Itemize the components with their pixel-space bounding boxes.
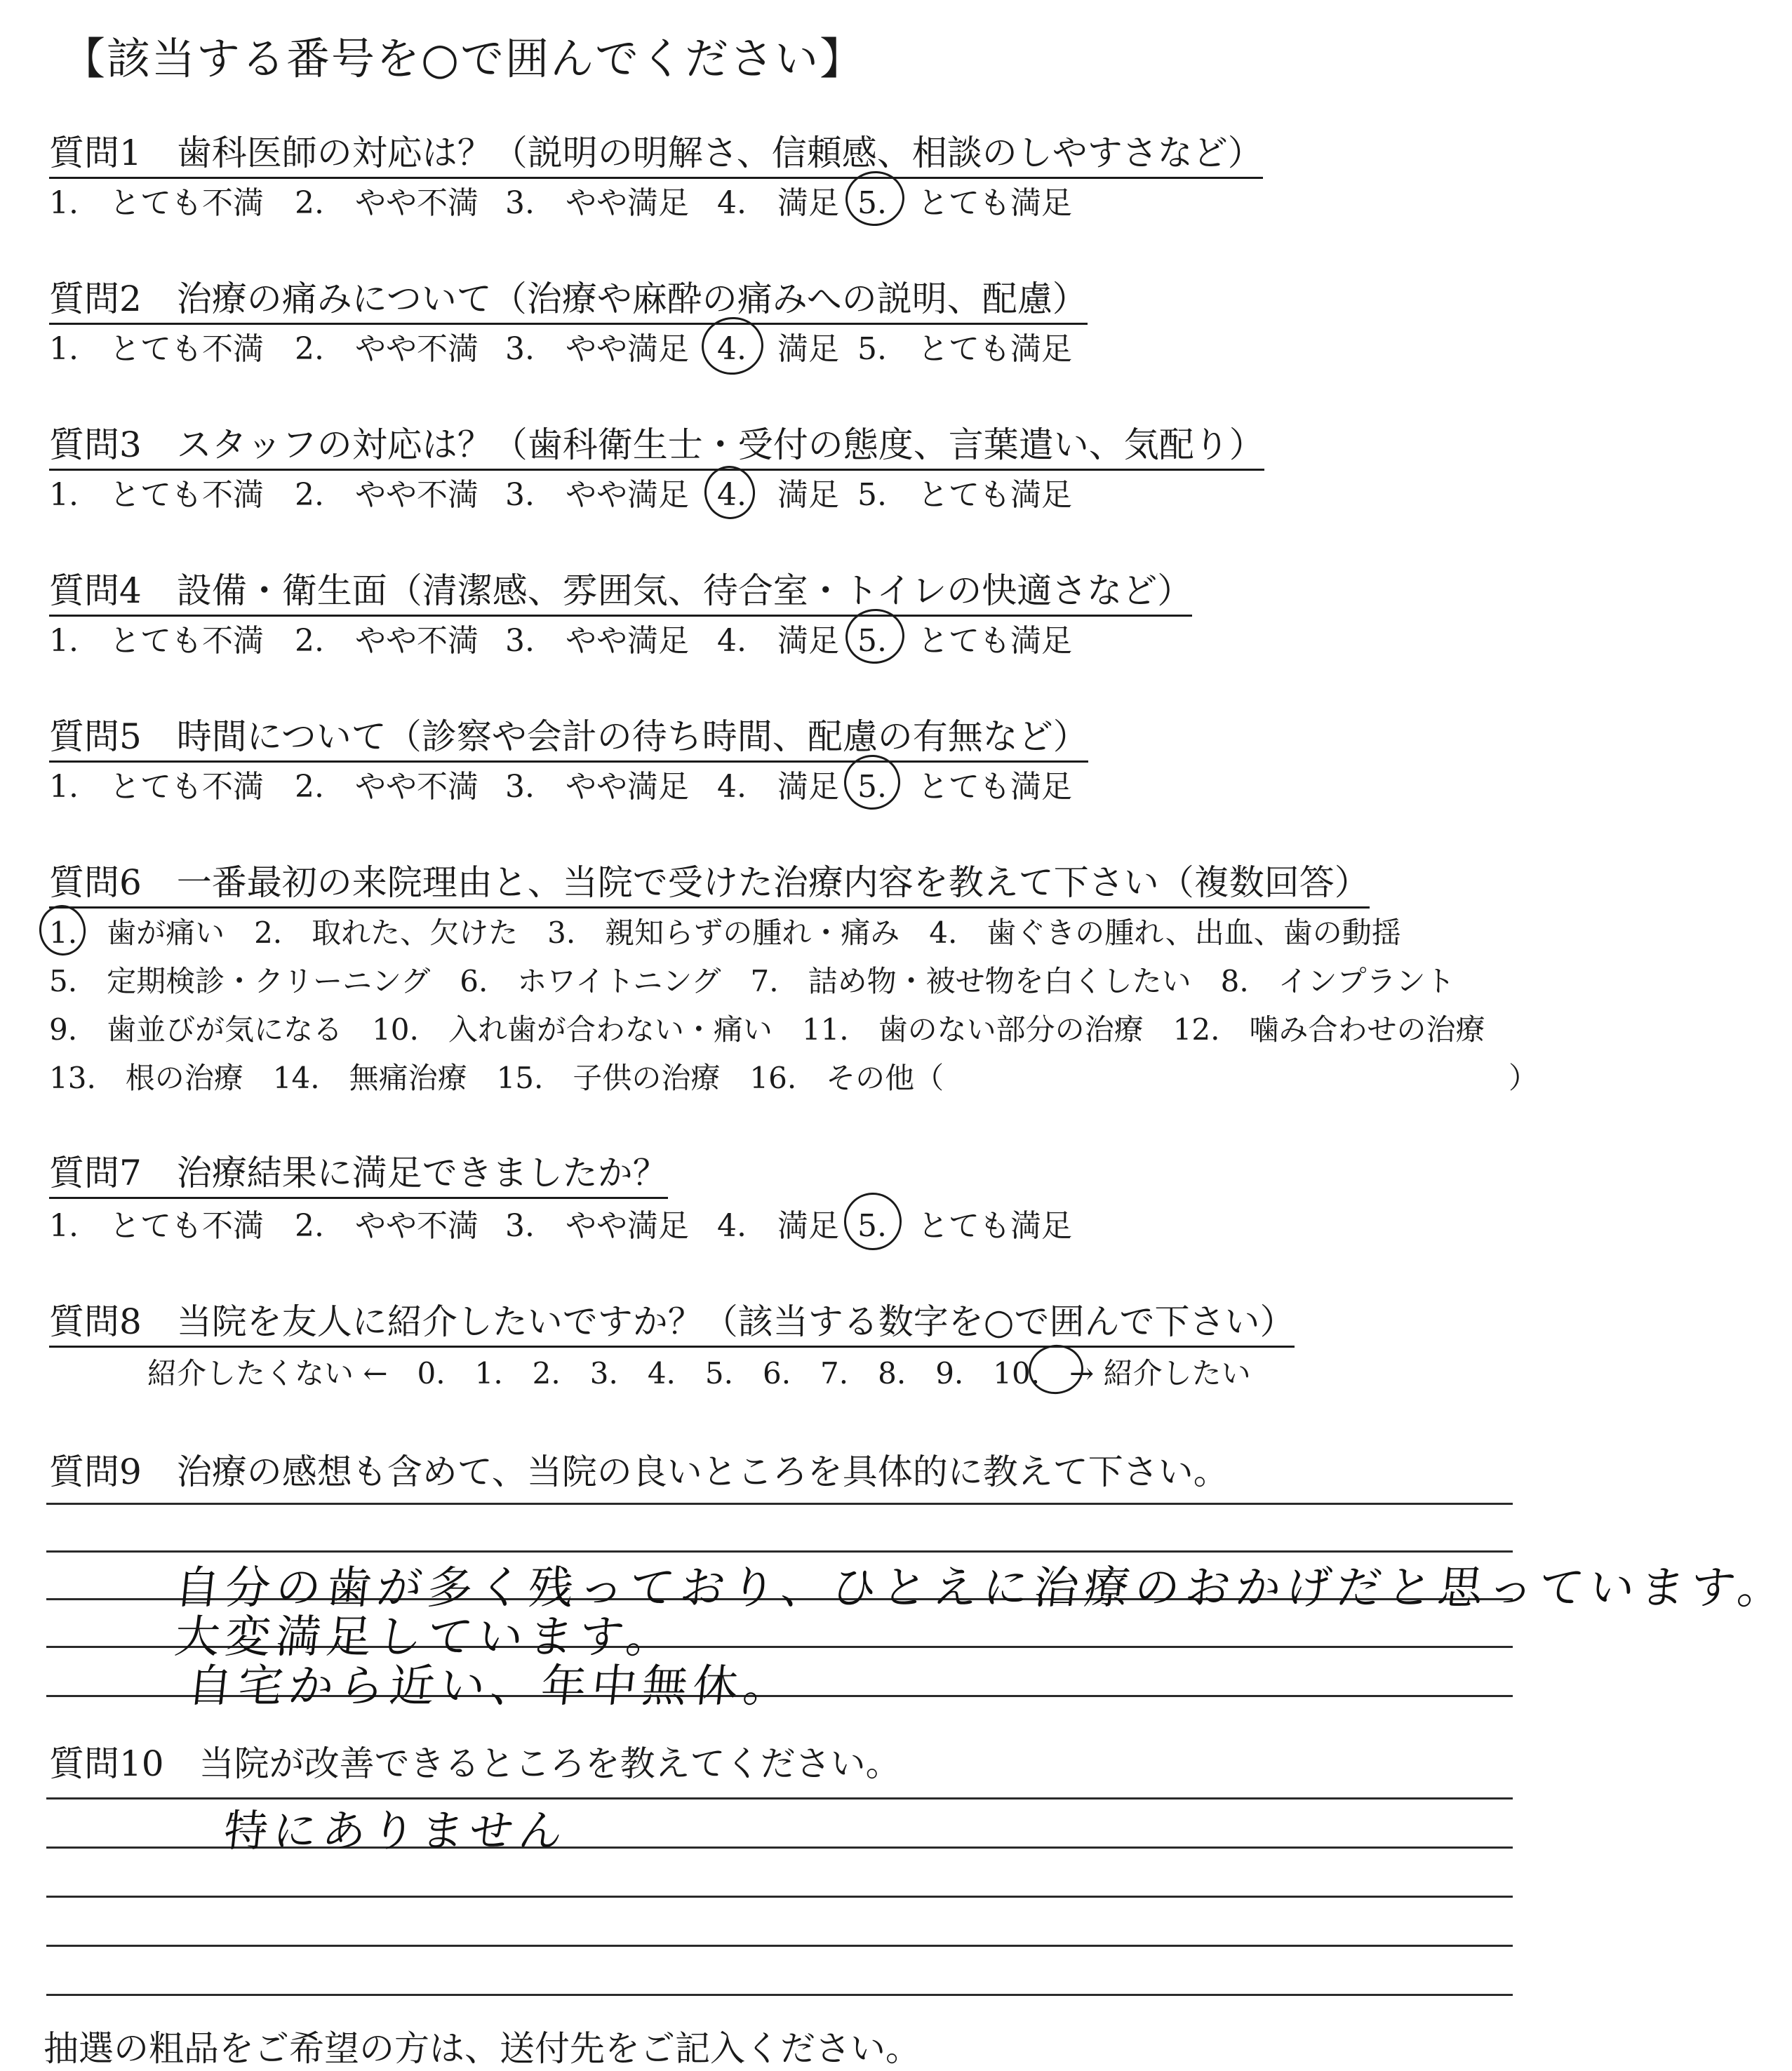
q2-option-5[interactable]: 5. とても満足 — [857, 331, 1072, 367]
q7-title: 質問7 治療結果に満足できましたか？ — [49, 1145, 668, 1199]
q9-answer-line-2[interactable]: 大変満足しています。 — [172, 1611, 680, 1663]
q3-option-1[interactable]: 1. とても不満 — [49, 477, 264, 513]
q9-answer-line-1[interactable]: 自分の歯が多く残っており、ひとえに治療のおかげだと思っています。 — [172, 1562, 1791, 1614]
q7-option-5[interactable]: 5. とても満足 — [857, 1208, 1072, 1244]
q10-answer-rule — [46, 1945, 1513, 1947]
q8-title: 質問8 当院を友人に紹介したいですか？（該当する数字を○で囲んで下さい） — [49, 1294, 1295, 1348]
q3-option-2[interactable]: 2. やや不満 — [295, 477, 479, 513]
q1-option-2[interactable]: 2. やや不満 — [295, 185, 479, 221]
q1-title: 質問1 歯科医師の対応は？（説明の明解さ、信頼感、相談のしやすさなど） — [49, 125, 1263, 179]
q2-option-1[interactable]: 1. とても不満 — [49, 331, 264, 367]
q10-answer-line-1[interactable]: 特にありません — [221, 1805, 571, 1856]
q2-option-3[interactable]: 3. やや満足 — [505, 331, 689, 367]
q10-answer-rule — [46, 1994, 1513, 1996]
q5-title: 質問5 時間について（診察や会計の待ち時間、配慮の有無など） — [49, 709, 1088, 763]
q5-option-2[interactable]: 2. やや不満 — [295, 769, 479, 805]
q6-options-line-4[interactable]: 13. 根の治療 14. 無痛治療 15. 子供の治療 16. その他（ — [49, 1061, 944, 1095]
q6-other-close-paren: ） — [1509, 1061, 1539, 1095]
q6-options-line-3[interactable]: 9. 歯並びが気になる 10. 入れ歯が合わない・痛い 11. 歯のない部分の治療 12. 噛み合わせの治療 — [49, 1012, 1485, 1047]
q7-option-2[interactable]: 2. やや不満 — [295, 1208, 479, 1244]
q1-option-1[interactable]: 1. とても不満 — [49, 185, 264, 221]
q7-option-3[interactable]: 3. やや満足 — [505, 1208, 689, 1244]
q7-option-1[interactable]: 1. とても不満 — [49, 1208, 264, 1244]
q5-option-1[interactable]: 1. とても不満 — [49, 769, 264, 805]
q2-title: 質問2 治療の痛みについて（治療や麻酔の痛みへの説明、配慮） — [49, 271, 1088, 325]
q4-option-4[interactable]: 4. 満足 — [717, 623, 839, 659]
q7-option-4[interactable]: 4. 満足 — [717, 1208, 839, 1244]
q3-option-3[interactable]: 3. やや満足 — [505, 477, 689, 513]
q4-title: 質問4 設備・衛生面（清潔感、雰囲気、待合室・トイレの快適さなど） — [49, 563, 1192, 617]
q5-option-4[interactable]: 4. 満足 — [717, 769, 839, 805]
q9-answer-line-3[interactable]: 自宅から近い、年中無休。 — [185, 1661, 797, 1713]
q1-option-5[interactable]: 5. とても満足 — [857, 185, 1072, 221]
q4-option-5[interactable]: 5. とても満足 — [857, 623, 1072, 659]
q5-option-5[interactable]: 5. とても満足 — [857, 769, 1072, 805]
q10-answer-rule — [46, 1896, 1513, 1898]
q9-answer-rule — [46, 1503, 1513, 1505]
q6-options-line-2[interactable]: 5. 定期検診・クリーニング 6. ホワイトニング 7. 詰め物・被せ物を白くしたい 8. インプラント — [49, 964, 1455, 998]
q3-option-4[interactable]: 4. 満足 — [717, 477, 839, 513]
q9-title: 質問9 治療の感想も含めて、当院の良いところを具体的に教えて下さい。 — [49, 1452, 1229, 1492]
q8-scale[interactable]: 紹介したくない ← 0. 1. 2. 3. 4. 5. 6. 7. 8. 9. 10. → 紹介したい — [147, 1356, 1251, 1390]
q1-option-3[interactable]: 3. やや満足 — [505, 185, 689, 221]
q6-options-line-1[interactable]: 1. 歯が痛い 2. 取れた、欠けた 3. 親知らずの腫れ・痛み 4. 歯ぐきの腫れ、出血、歯の動揺 — [49, 916, 1401, 950]
form-title: 【該当する番号を○で囲んでください】 — [62, 33, 865, 84]
q3-title: 質問3 スタッフの対応は？（歯科衛生士・受付の態度、言葉遣い、気配り） — [49, 417, 1264, 471]
q4-option-2[interactable]: 2. やや不満 — [295, 623, 479, 659]
q10-title: 質問10 当院が改善できるところを教えてください。 — [49, 1743, 901, 1784]
q2-option-2[interactable]: 2. やや不満 — [295, 331, 479, 367]
q1-option-4[interactable]: 4. 満足 — [717, 185, 839, 221]
q3-option-5[interactable]: 5. とても満足 — [857, 477, 1072, 513]
q6-title: 質問6 一番最初の来院理由と、当院で受けた治療内容を教えて下さい（複数回答） — [49, 854, 1370, 909]
q4-option-1[interactable]: 1. とても不満 — [49, 623, 264, 659]
footer-note: 抽選の粗品をご希望の方は、送付先をご記入ください。 — [44, 2028, 921, 2069]
q5-option-3[interactable]: 3. やや満足 — [505, 769, 689, 805]
q2-option-4[interactable]: 4. 満足 — [717, 331, 839, 367]
q4-option-3[interactable]: 3. やや満足 — [505, 623, 689, 659]
